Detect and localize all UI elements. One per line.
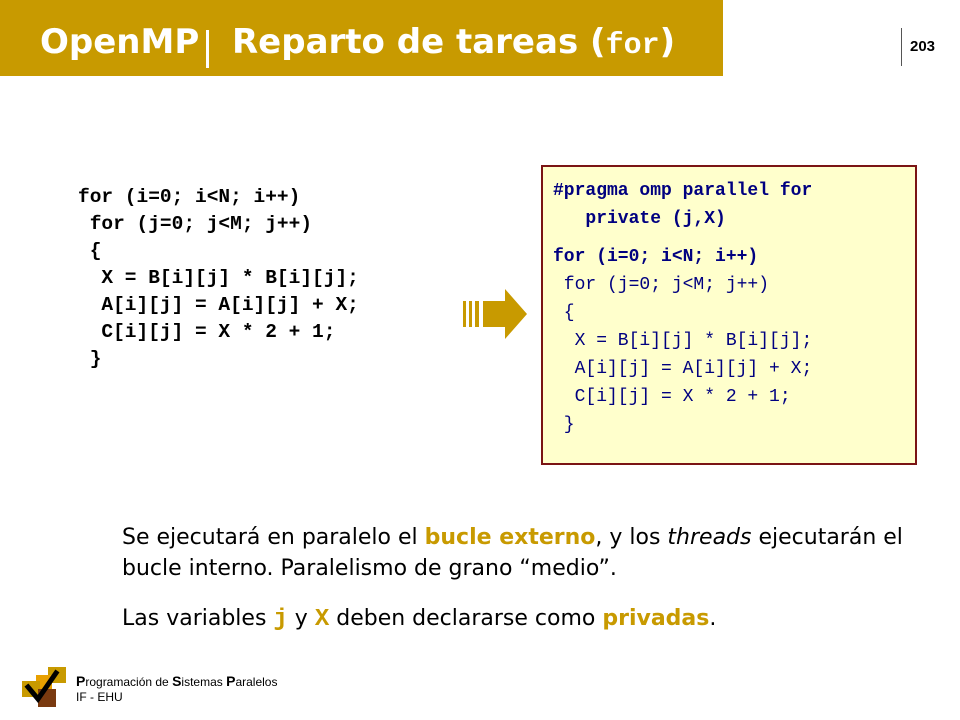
expl-text: ejecutarán el bucle interno. Paralelismo de grano “medio”. bbox=[122, 525, 903, 581]
var-x: X bbox=[314, 606, 330, 633]
serial-code-block: for (i=0; i<N; i++) for (j=0; j<M; j++) { X = B[i][j] * B[i][j]; A[i][j] = A[i][j] + X; C[i][j] = X * 2 + 1; } bbox=[78, 186, 359, 370]
footer-institution: IF - EHU bbox=[76, 690, 123, 704]
slide-title-code: for bbox=[605, 29, 660, 63]
footer-text: istemas bbox=[181, 675, 227, 689]
footer-text: P bbox=[76, 673, 86, 689]
footer-course-name bbox=[76, 673, 277, 689]
threads-term: threads bbox=[667, 525, 752, 550]
var-j: j bbox=[273, 606, 288, 633]
expl-text: deben declararse como bbox=[329, 606, 603, 631]
header-divider bbox=[206, 30, 209, 68]
outer-loop-highlight: bucle externo bbox=[424, 525, 596, 550]
expl-text: . bbox=[709, 606, 717, 631]
expl-text: , y los bbox=[595, 525, 668, 550]
expl-text: Las variables bbox=[122, 606, 274, 631]
checkmark-logo-icon bbox=[22, 667, 68, 709]
explanation-paragraph-1 bbox=[122, 522, 922, 584]
section-title: OpenMP bbox=[40, 22, 200, 62]
footer-text: P bbox=[226, 673, 236, 689]
private-highlight: privadas bbox=[602, 606, 710, 631]
page-number-divider bbox=[901, 28, 902, 66]
parallel-code-box bbox=[541, 165, 917, 465]
inner-loop-body: for (j=0; j<M; j++) { X = B[i][j] * B[i][j]; A[i][j] = A[i][j] + X; C[i][j] = X * 2 + 1; } bbox=[563, 275, 813, 435]
right-arrow-icon bbox=[463, 289, 529, 339]
explanation-paragraph-2 bbox=[122, 603, 922, 635]
slide-title-prefix: Reparto de tareas ( bbox=[232, 22, 606, 62]
footer-text: S bbox=[172, 673, 182, 689]
slide-title bbox=[232, 22, 675, 63]
expl-text: y bbox=[287, 606, 315, 631]
pragma-directive: #pragma omp parallel for private (j,X) bbox=[553, 181, 813, 229]
footer-text: aralelos bbox=[235, 675, 278, 689]
page-number: 203 bbox=[910, 38, 936, 55]
outer-loop-line: for (i=0; i<N; i++) bbox=[553, 247, 759, 267]
expl-text: Se ejecutará en paralelo el bbox=[122, 525, 425, 550]
slide-title-suffix: ) bbox=[659, 22, 676, 62]
parallel-loop-code bbox=[553, 243, 812, 439]
footer-text: rogramación de bbox=[85, 675, 173, 689]
